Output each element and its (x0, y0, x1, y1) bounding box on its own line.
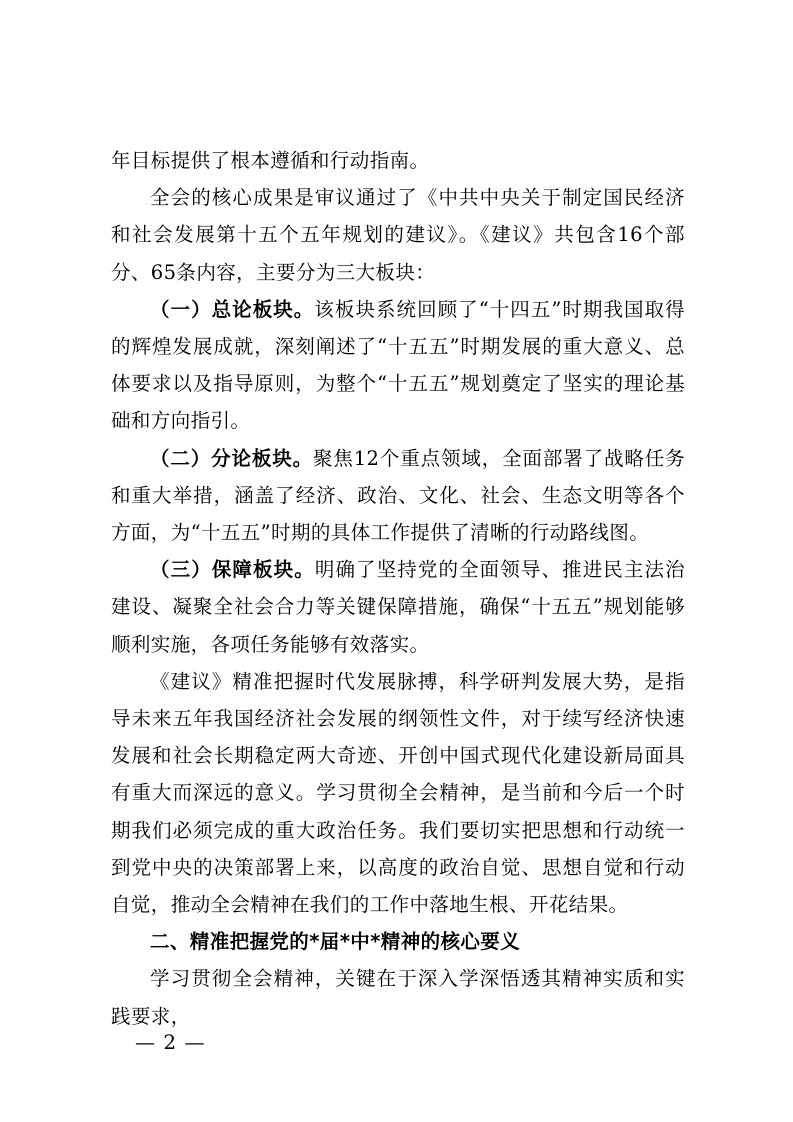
paragraph-section-2-intro: 学习贯彻全会精神，关键在于深入学深悟透其精神实质和实践要求， (111, 967, 685, 1028)
general-section-text: 该板块系统回顾了“十四五”时期我国取得的辉煌发展成就，深刻阐述了“十五五”时期发展的重大意义、总体要求以及指导原则，为整个“十五五”规划奠定了坚实的理论基础和方向指引。 (111, 297, 685, 433)
guarantee-section-label: （三）保障板块。 (150, 558, 315, 582)
general-section-label: （一）总论板块。 (150, 297, 315, 321)
paragraph-general-section (111, 291, 685, 440)
sub-section-label: （二）分论板块。 (150, 446, 313, 470)
document-body (111, 142, 685, 1035)
paragraph-guarantee-section (111, 551, 685, 663)
page-number: — 2 — (135, 1030, 206, 1054)
paragraph-continuation: 年目标提供了根本遵循和行动指南。 (111, 149, 430, 172)
paragraph-significance: 《建议》精准把握时代发展脉搏，科学研判发展大势，是指导未来五年我国经济社会发展的纲领性文件，对于续写经济快速发展和社会长期稳定两大奇迹、开创中国式现代化建设新局面具有重大而深远的意义。学习贯彻全会精神，是当前和今后一个时期我们必须完成的重大政治任务。我们要切实把思想和行动统一到党中央的决策部署上来，以高度的政治自觉、思想自觉和行动自觉，推动全会精神在我们的工作中落地生根、开花结果。 (111, 669, 685, 917)
paragraph-core-results: 全会的核心成果是审议通过了《中共中央关于制定国民经济和社会发展第十五个五年规划的建议》。《建议》共包含16个部分、65条内容，主要分为三大板块： (111, 186, 685, 284)
section-heading-2: 二、精准把握党的*届*中*精神的核心要义 (150, 930, 521, 954)
guarantee-section-text: 明确了坚持党的全面领导、推进民主法治建设、凝聚全社会合力等关键保障措施，确保“十五五”规划能够顺利实施，各项任务能够有效落实。 (111, 558, 686, 656)
paragraph-sub-section (111, 440, 685, 552)
sub-section-text: 聚焦12个重点领域，全面部署了战略任务和重大举措，涵盖了经济、政治、文化、社会、生态文明等各个方面，为“十五五”时期的具体工作提供了清晰的行动路线图。 (111, 446, 685, 545)
